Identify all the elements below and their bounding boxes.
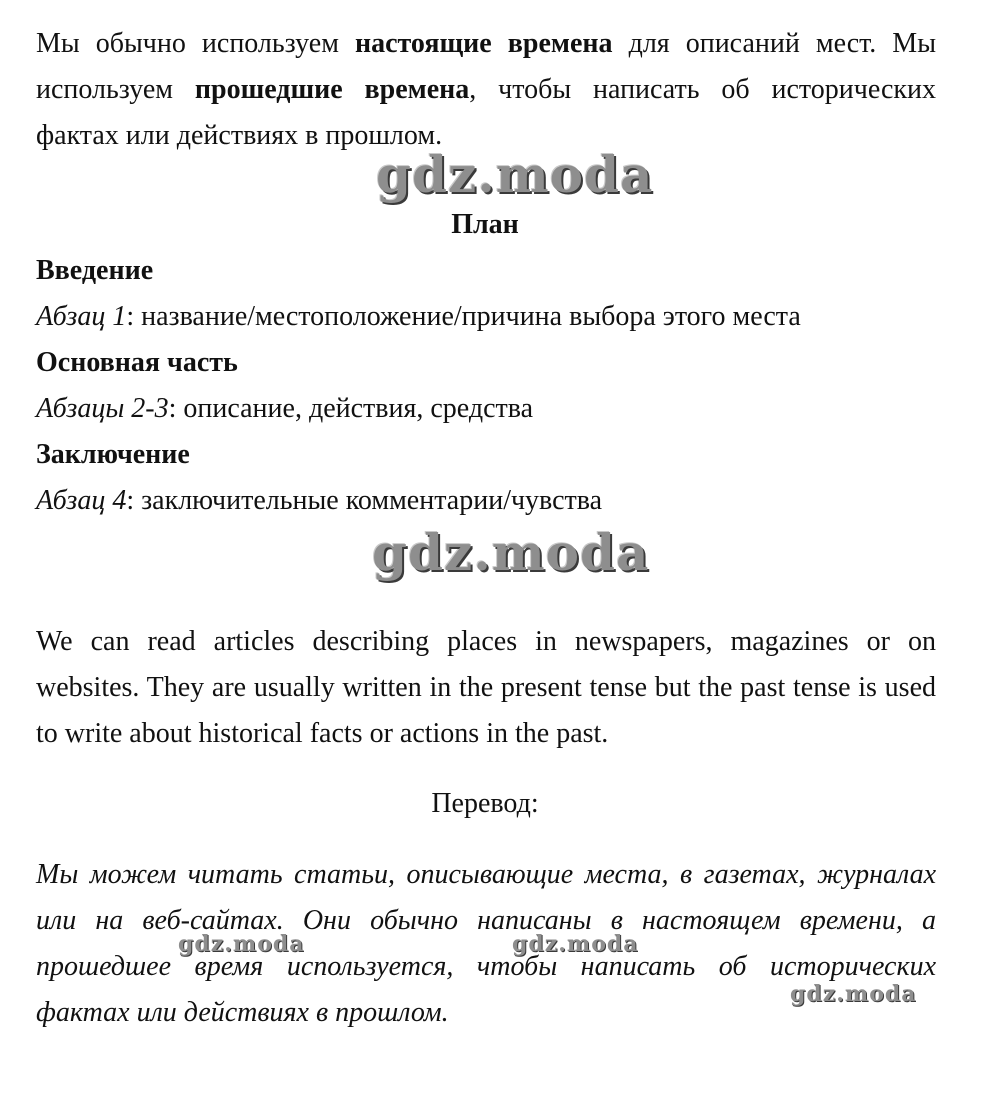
intro-text-2: для описаний мест. Мы используем bbox=[36, 28, 937, 105]
watermark-logo: gdz.moda bbox=[790, 981, 917, 1007]
watermark-logo: gdz.moda bbox=[376, 145, 654, 204]
plan-heading-intro: Введение bbox=[36, 255, 154, 286]
plan-item-intro: Абзац 1: название/местоположение/причина выбора этого места bbox=[36, 301, 801, 332]
intro-bold-present: настоящие времена bbox=[354, 28, 613, 59]
document-page bbox=[36, 21, 936, 159]
plan-item-body: Абзацы 2-3: описание, действия, средства bbox=[36, 393, 534, 424]
watermark-logo: gdz.moda bbox=[512, 931, 639, 957]
intro-text-3: , чтобы написать об исторических фактах или действиях в прошлом. bbox=[36, 74, 936, 151]
plan-heading-body: Основная часть bbox=[36, 347, 238, 378]
intro-text-1: Мы обычно используем bbox=[36, 28, 355, 59]
intro-bold-past: прошедшие времена bbox=[194, 74, 470, 105]
intro-paragraph bbox=[36, 21, 936, 159]
plan-item-conclusion: Абзац 4: заключительные комментарии/чувства bbox=[36, 485, 603, 516]
english-paragraph: We can read articles describing places in newspapers, magazines or on websites. They are usually written in the present tense but the past tense is used to write about historical facts or actions in the past. bbox=[36, 626, 936, 749]
watermark-logo: gdz.moda bbox=[178, 931, 305, 957]
translation-heading: Перевод: bbox=[431, 788, 539, 819]
plan-title: План bbox=[451, 209, 519, 240]
plan-title-wrap bbox=[0, 202, 970, 248]
translation-paragraph: Мы можем читать статьи, описывающие места, в газетах, журналах или на веб-сайтах. Они обычно написаны в настоящем времени, а прошедшее время используется, чтобы написать об исторических фактах или действиях в прошлом. bbox=[36, 859, 936, 1028]
plan-heading-conclusion: Заключение bbox=[36, 439, 190, 470]
plan-list bbox=[36, 248, 936, 524]
watermark-logo: gdz.moda bbox=[372, 523, 650, 582]
